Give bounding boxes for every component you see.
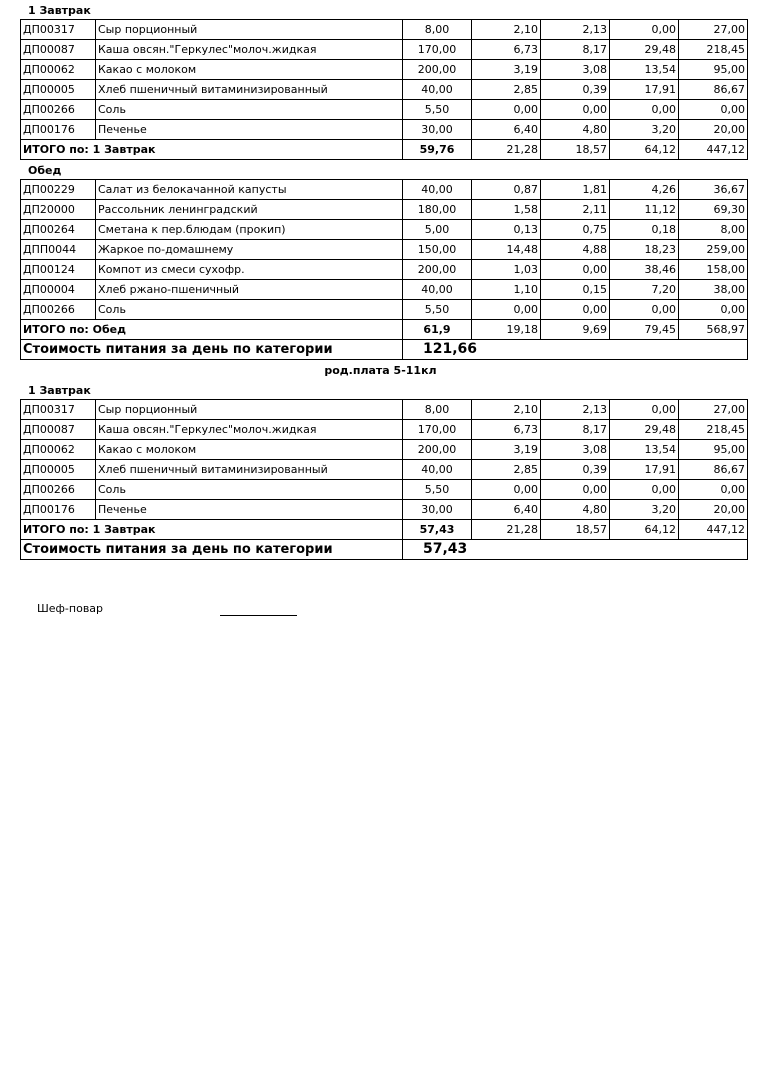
calories: 86,67 xyxy=(679,460,748,480)
calories: 27,00 xyxy=(679,20,748,40)
table-row xyxy=(21,220,748,240)
fats: 2,11 xyxy=(541,200,610,220)
total-label: ИТОГО по: Обед xyxy=(21,320,403,340)
dish-code: ДП00317 xyxy=(21,20,96,40)
dish-name: Жаркое по-домашнему xyxy=(96,240,403,260)
dish-name: Рассольник ленинградский xyxy=(96,200,403,220)
portion-weight: 40,00 xyxy=(403,280,472,300)
table-row xyxy=(21,440,748,460)
proteins: 3,19 xyxy=(472,60,541,80)
total-carbs: 64,12 xyxy=(610,520,679,540)
total-fats: 18,57 xyxy=(541,140,610,160)
portion-weight: 200,00 xyxy=(403,260,472,280)
dish-name: Соль xyxy=(96,480,403,500)
portion-weight: 180,00 xyxy=(403,200,472,220)
total-price: 59,76 xyxy=(403,140,472,160)
proteins: 0,13 xyxy=(472,220,541,240)
table-row xyxy=(21,260,748,280)
table-row xyxy=(21,120,748,140)
total-carbs: 64,12 xyxy=(610,140,679,160)
fats: 0,75 xyxy=(541,220,610,240)
fats: 0,00 xyxy=(541,260,610,280)
fats: 0,00 xyxy=(541,300,610,320)
proteins: 2,85 xyxy=(472,460,541,480)
daily-cost-label: Стоимость питания за день по категории xyxy=(21,340,403,360)
proteins: 14,48 xyxy=(472,240,541,260)
portion-weight: 5,50 xyxy=(403,300,472,320)
calories: 8,00 xyxy=(679,220,748,240)
total-label: ИТОГО по: 1 Завтрак xyxy=(21,140,403,160)
dish-code: ДП00176 xyxy=(21,120,96,140)
dish-code: ДП00062 xyxy=(21,60,96,80)
table-row xyxy=(21,500,748,520)
dish-name: Хлеб пшеничный витаминизированный xyxy=(96,80,403,100)
daily-cost-label: Стоимость питания за день по категории xyxy=(21,540,403,560)
portion-weight: 200,00 xyxy=(403,440,472,460)
meal-section-title: 1 Завтрак xyxy=(28,384,91,397)
dish-name: Соль xyxy=(96,300,403,320)
fats: 0,00 xyxy=(541,100,610,120)
calories: 69,30 xyxy=(679,200,748,220)
dish-code: ДП00266 xyxy=(21,300,96,320)
dish-code: ДП00266 xyxy=(21,480,96,500)
total-fats: 18,57 xyxy=(541,520,610,540)
table-row xyxy=(21,80,748,100)
total-fats: 9,69 xyxy=(541,320,610,340)
dish-name: Сыр порционный xyxy=(96,400,403,420)
calories: 38,00 xyxy=(679,280,748,300)
dish-name: Какао с молоком xyxy=(96,440,403,460)
calories: 20,00 xyxy=(679,120,748,140)
meal-table xyxy=(20,179,748,360)
dish-code: ДП00264 xyxy=(21,220,96,240)
carbs: 0,00 xyxy=(610,400,679,420)
carbs: 0,00 xyxy=(610,300,679,320)
carbs: 38,46 xyxy=(610,260,679,280)
calories: 218,45 xyxy=(679,420,748,440)
portion-weight: 8,00 xyxy=(403,20,472,40)
dish-code: ДП00317 xyxy=(21,400,96,420)
carbs: 13,54 xyxy=(610,60,679,80)
proteins: 6,40 xyxy=(472,120,541,140)
proteins: 6,73 xyxy=(472,40,541,60)
portion-weight: 170,00 xyxy=(403,40,472,60)
daily-cost-row xyxy=(21,340,748,360)
dish-name: Каша овсян."Геркулес"молоч.жидкая xyxy=(96,40,403,60)
dish-name: Сметана к пер.блюдам (прокип) xyxy=(96,220,403,240)
fats: 1,81 xyxy=(541,180,610,200)
portion-weight: 200,00 xyxy=(403,60,472,80)
dish-name: Компот из смеси сухофр. xyxy=(96,260,403,280)
portion-weight: 30,00 xyxy=(403,120,472,140)
calories: 218,45 xyxy=(679,40,748,60)
total-price: 61,9 xyxy=(403,320,472,340)
dish-code: ДП20000 xyxy=(21,200,96,220)
proteins: 0,87 xyxy=(472,180,541,200)
fats: 0,39 xyxy=(541,460,610,480)
calories: 158,00 xyxy=(679,260,748,280)
total-price: 57,43 xyxy=(403,520,472,540)
portion-weight: 40,00 xyxy=(403,80,472,100)
proteins: 2,10 xyxy=(472,20,541,40)
meal-section-title: Обед xyxy=(28,164,62,177)
dish-name: Хлеб пшеничный витаминизированный xyxy=(96,460,403,480)
table-row xyxy=(21,240,748,260)
carbs: 18,23 xyxy=(610,240,679,260)
meal-table xyxy=(20,19,748,160)
meal-table xyxy=(20,399,748,560)
proteins: 6,40 xyxy=(472,500,541,520)
dish-code: ДПП0044 xyxy=(21,240,96,260)
calories: 86,67 xyxy=(679,80,748,100)
calories: 0,00 xyxy=(679,480,748,500)
daily-cost-value: 57,43 xyxy=(403,540,748,560)
dish-name: Соль xyxy=(96,100,403,120)
dish-code: ДП00124 xyxy=(21,260,96,280)
proteins: 2,85 xyxy=(472,80,541,100)
proteins: 1,58 xyxy=(472,200,541,220)
calories: 95,00 xyxy=(679,60,748,80)
total-calories: 447,12 xyxy=(679,140,748,160)
proteins: 1,03 xyxy=(472,260,541,280)
total-calories: 447,12 xyxy=(679,520,748,540)
table-row xyxy=(21,460,748,480)
fats: 8,17 xyxy=(541,40,610,60)
carbs: 4,26 xyxy=(610,180,679,200)
carbs: 0,00 xyxy=(610,100,679,120)
portion-weight: 40,00 xyxy=(403,460,472,480)
carbs: 11,12 xyxy=(610,200,679,220)
fats: 4,80 xyxy=(541,500,610,520)
dish-name: Печенье xyxy=(96,120,403,140)
fats: 0,00 xyxy=(541,480,610,500)
proteins: 0,00 xyxy=(472,300,541,320)
table-row xyxy=(21,60,748,80)
portion-weight: 30,00 xyxy=(403,500,472,520)
fats: 0,39 xyxy=(541,80,610,100)
dish-code: ДП00087 xyxy=(21,420,96,440)
fats: 2,13 xyxy=(541,400,610,420)
carbs: 0,00 xyxy=(610,20,679,40)
fats: 4,80 xyxy=(541,120,610,140)
portion-weight: 40,00 xyxy=(403,180,472,200)
dish-code: ДП00004 xyxy=(21,280,96,300)
portion-weight: 5,00 xyxy=(403,220,472,240)
calories: 20,00 xyxy=(679,500,748,520)
total-calories: 568,97 xyxy=(679,320,748,340)
total-proteins: 21,28 xyxy=(472,520,541,540)
dish-name: Сыр порционный xyxy=(96,20,403,40)
carbs: 29,48 xyxy=(610,40,679,60)
category-heading: род.плата 5-11кл xyxy=(324,364,437,377)
dish-name: Какао с молоком xyxy=(96,60,403,80)
menu-document xyxy=(20,0,745,560)
carbs: 3,20 xyxy=(610,500,679,520)
total-proteins: 21,28 xyxy=(472,140,541,160)
dish-code: ДП00005 xyxy=(21,80,96,100)
table-row xyxy=(21,100,748,120)
fats: 3,08 xyxy=(541,60,610,80)
carbs: 29,48 xyxy=(610,420,679,440)
table-row xyxy=(21,480,748,500)
total-row xyxy=(21,140,748,160)
table-row xyxy=(21,40,748,60)
carbs: 17,91 xyxy=(610,80,679,100)
dish-code: ДП00062 xyxy=(21,440,96,460)
proteins: 0,00 xyxy=(472,480,541,500)
daily-cost-row xyxy=(21,540,748,560)
table-row xyxy=(21,180,748,200)
proteins: 0,00 xyxy=(472,100,541,120)
dish-code: ДП00266 xyxy=(21,100,96,120)
table-row xyxy=(21,280,748,300)
table-row xyxy=(21,20,748,40)
total-row xyxy=(21,320,748,340)
table-row xyxy=(21,200,748,220)
chef-signature-label: Шеф-повар xyxy=(37,602,104,615)
calories: 259,00 xyxy=(679,240,748,260)
proteins: 3,19 xyxy=(472,440,541,460)
carbs: 0,00 xyxy=(610,480,679,500)
carbs: 0,18 xyxy=(610,220,679,240)
table-row xyxy=(21,300,748,320)
dish-name: Хлеб ржано-пшеничный xyxy=(96,280,403,300)
table-row xyxy=(21,420,748,440)
fats: 2,13 xyxy=(541,20,610,40)
dish-code: ДП00176 xyxy=(21,500,96,520)
portion-weight: 5,50 xyxy=(403,480,472,500)
dish-name: Салат из белокачанной капусты xyxy=(96,180,403,200)
daily-cost-value: 121,66 xyxy=(403,340,748,360)
carbs: 7,20 xyxy=(610,280,679,300)
dish-code: ДП00005 xyxy=(21,460,96,480)
proteins: 2,10 xyxy=(472,400,541,420)
proteins: 1,10 xyxy=(472,280,541,300)
calories: 36,67 xyxy=(679,180,748,200)
table-row xyxy=(21,400,748,420)
carbs: 17,91 xyxy=(610,460,679,480)
total-carbs: 79,45 xyxy=(610,320,679,340)
fats: 8,17 xyxy=(541,420,610,440)
signature-line xyxy=(220,615,297,616)
portion-weight: 8,00 xyxy=(403,400,472,420)
dish-name: Печенье xyxy=(96,500,403,520)
calories: 0,00 xyxy=(679,100,748,120)
carbs: 3,20 xyxy=(610,120,679,140)
dish-name: Каша овсян."Геркулес"молоч.жидкая xyxy=(96,420,403,440)
portion-weight: 150,00 xyxy=(403,240,472,260)
fats: 0,15 xyxy=(541,280,610,300)
calories: 95,00 xyxy=(679,440,748,460)
proteins: 6,73 xyxy=(472,420,541,440)
meal-section-title: 1 Завтрак xyxy=(28,4,91,17)
total-proteins: 19,18 xyxy=(472,320,541,340)
dish-code: ДП00229 xyxy=(21,180,96,200)
fats: 3,08 xyxy=(541,440,610,460)
portion-weight: 170,00 xyxy=(403,420,472,440)
calories: 0,00 xyxy=(679,300,748,320)
portion-weight: 5,50 xyxy=(403,100,472,120)
dish-code: ДП00087 xyxy=(21,40,96,60)
fats: 4,88 xyxy=(541,240,610,260)
total-label: ИТОГО по: 1 Завтрак xyxy=(21,520,403,540)
total-row xyxy=(21,520,748,540)
carbs: 13,54 xyxy=(610,440,679,460)
calories: 27,00 xyxy=(679,400,748,420)
